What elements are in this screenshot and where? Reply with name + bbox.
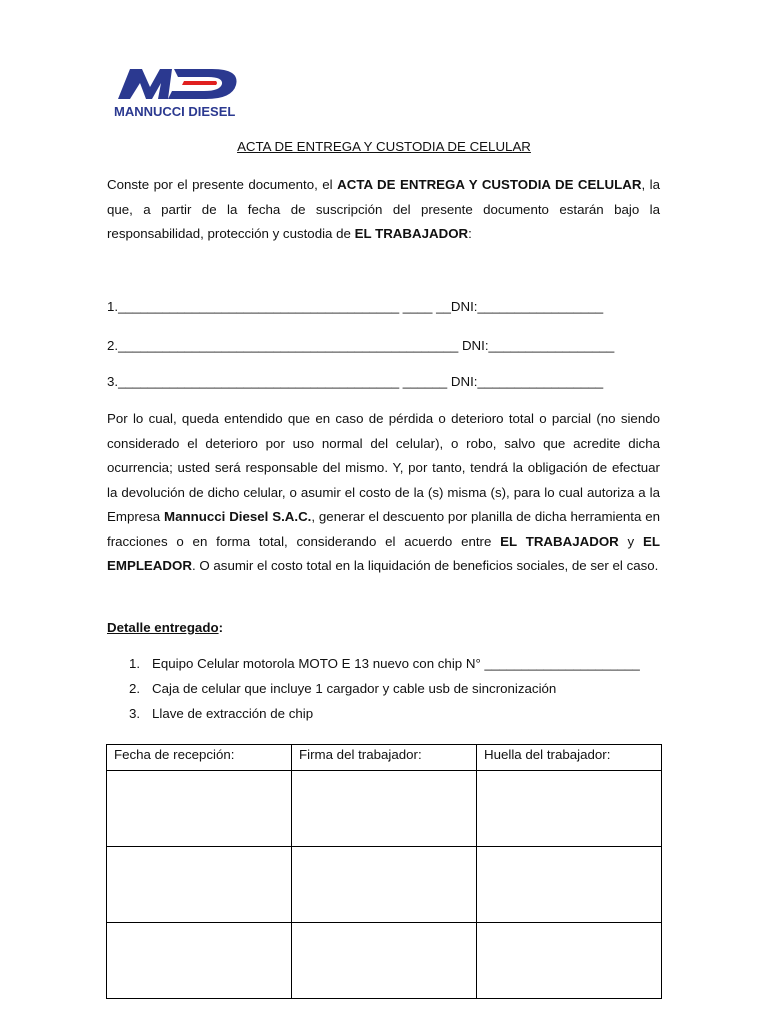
cell-huella[interactable] <box>477 771 662 847</box>
signature-line-2[interactable]: 2.______________________________________________ DNI:_________________ <box>107 338 615 353</box>
table-header-row <box>107 745 662 771</box>
liability-paragraph: Por lo cual, queda entendido que en caso de pérdida o deterioro total o parcial (no siendo considerado el deterioro por uso normal del celular), o robo, salvo que acredite dicha ocurrencia; usted será responsable del mismo. Y, por tanto, tendrá la obligación de efectuar la devolución de dicho celular, o asumir el costo de la (s) misma (s), para lo cual autoriza a la Empresa Mannucci Diesel S.A.C., generar el descuento por planilla de dicha herramienta en fracciones o en forma total, considerando el acuerdo entre EL TRABAJADOR y EL EMPLEADOR. O asumir el costo total en la liquidación de beneficios sociales, de ser el caso. <box>107 411 661 573</box>
detail-heading: Detalle entregado: <box>107 620 224 635</box>
header-firma: Firma del trabajador: <box>292 745 477 771</box>
header-huella: Huella del trabajador: <box>477 745 662 771</box>
table-row <box>107 847 662 923</box>
reception-table <box>106 744 662 999</box>
cell-firma[interactable] <box>292 923 477 999</box>
list-item: 2. Caja de celular que incluye 1 cargador y cable usb de sincronización <box>129 681 557 696</box>
cell-firma[interactable] <box>292 771 477 847</box>
cell-huella[interactable] <box>477 847 662 923</box>
table-row <box>107 771 662 847</box>
list-item: 3. Llave de extracción de chip <box>129 706 314 721</box>
intro-paragraph: Conste por el presente documento, el ACTA DE ENTREGA Y CUSTODIA DE CELULAR, la que, a partir de la fecha de suscripción del presente documento estarán bajo la responsabilidad, protección y custodia de EL TRABAJADOR: <box>107 177 660 241</box>
detail-list <box>129 655 640 730</box>
list-item: 1. Equipo Celular motorola MOTO E 13 nuevo con chip N° _____________________ <box>129 656 640 671</box>
cell-fecha[interactable] <box>107 847 292 923</box>
logo-text: MANNUCCI DIESEL <box>114 104 236 119</box>
cell-fecha[interactable] <box>107 923 292 999</box>
company-logo <box>112 63 242 119</box>
header-fecha: Fecha de recepción: <box>107 745 292 771</box>
signature-line-3[interactable]: 3.______________________________________ ______ DNI:_________________ <box>107 374 604 389</box>
table-row <box>107 923 662 999</box>
signature-line-1[interactable]: 1.______________________________________ ____ __DNI:_________________ <box>107 299 604 314</box>
cell-huella[interactable] <box>477 923 662 999</box>
cell-firma[interactable] <box>292 847 477 923</box>
cell-fecha[interactable] <box>107 771 292 847</box>
document-title: ACTA DE ENTREGA Y CUSTODIA DE CELULAR <box>237 139 531 154</box>
